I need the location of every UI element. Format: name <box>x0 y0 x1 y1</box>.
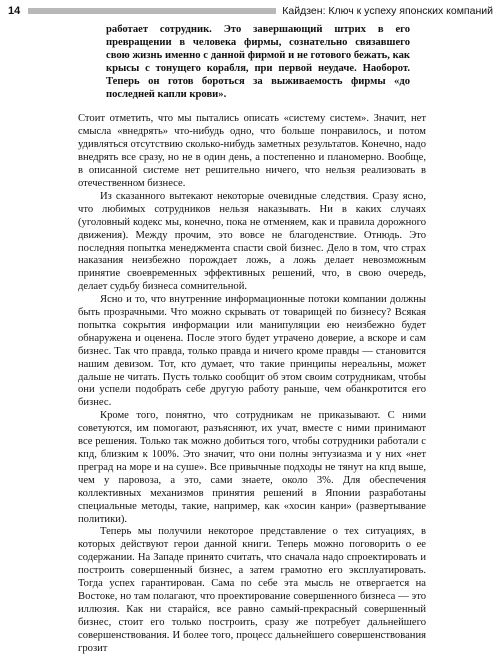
paragraph-gap <box>78 101 426 113</box>
body-paragraph: Ясно и то, что внутренние информационные потоки компании должны быть прозрачными. Что можно скрывать от товарищей по бизнесу? Всякая попытка сокрытия информации или манипуляции ею неизбежно будет обнаружена и оценена. После этого будет утрачено доверие, а вскоре и сам бизнес. Так что правда, только правда и ничего кроме правды — становится нашим девизом. Тот, кто думает, что такие принципы нереальны, может дальше не читать. Пусть только сообщит об этом своим сотрудникам, чтобы они успели подобрать себе другую работу раньше, чем обанкротится его бизнес. <box>78 294 426 409</box>
quote-paragraph: работает сотрудник. Это завершающий штрих в его превращении в человека фирмы, сознательно связавшего свою жизнь именно с данной фирмой и не готового бежать, как крысы с тонущего корабля, при первой неудаче. Наоборот. Теперь он готов бороться за выживаемость фирмы «до последней капли крови». <box>106 24 410 100</box>
page-number: 14 <box>8 5 21 17</box>
running-title: Кайдзен: Ключ к успеху японских компаний <box>282 5 493 17</box>
body-paragraph: Из сказанного вытекают некоторые очевидные следствия. Сразу ясно, что любимых сотрудников нельзя наказывать. Ни в каких случаях (уголовный кодекс мы, конечно, пока не отменяем, как и правила дорожного движения). Между прочим, это вовсе не благоденствие. Отнюдь. Это последняя попытка менеджмента спасти свой бизнес. Дело в том, что страх наказания неизбежно порождает ложь, а ложь делает невозможным принятие своевременных эффективных решений, что, в свою очередь, делает судьбу бизнеса сомнительной. <box>78 190 426 293</box>
body-paragraph: Теперь мы получили некоторое представление о тех ситуациях, в которых действуют герои данной книги. Теперь можно поговорить о ее содержании. На Западе принято считать, что сначала надо спроектировать и построить совершенный бизнес, а затем грамотно его эксплуатировать. Тогда успех гарантирован. Сама по себе эта мысль не отвергается на Востоке, но там полагают, что проектирование совершенного бизнеса — это иллюзия. Как ни старайся, все равно самый-прекрасный совершенный бизнес, стоит его только построить, сразу же потребует дальнейшего совершенствования. И более того, процесс дальнейшего совершенствования грозит <box>78 526 426 654</box>
body-paragraph: Кроме того, понятно, что сотрудникам не приказывают. С ними советуются, им помогают, разъясняют, их учат, вместе с ними принимают все решения. Только так можно добиться того, чтобы сотрудники работали с кпд, близким к 100%. Это значит, что они полны энтузиазма и у них «нет преград на море и на суше». Все привычные подходы не тянут на кпд выше, чем у паровоза, а это, сами знаете, около 3%. Для обеспечения коллективных механизмов принятия решений в Японии разработаны специальные методы, такие, например, как «хосин канри» (развертывание политики). <box>78 410 426 525</box>
running-header <box>8 4 493 18</box>
page-body <box>78 24 426 656</box>
body-paragraph: Стоит отметить, что мы пытались описать «систему систем». Значит, нет смысла «внедрять» что-нибудь одно, что больше понравилось, и потом удивляться отсутствию сколько-нибудь заметных результатов. Конечно, надо внедрять все сразу, но не в один день, а постепенно и планомерно. Вообще, в описанной системе нет решительно ничего, что нельзя реализовать в отечественном бизнесе. <box>78 113 426 189</box>
header-rule <box>28 8 276 14</box>
